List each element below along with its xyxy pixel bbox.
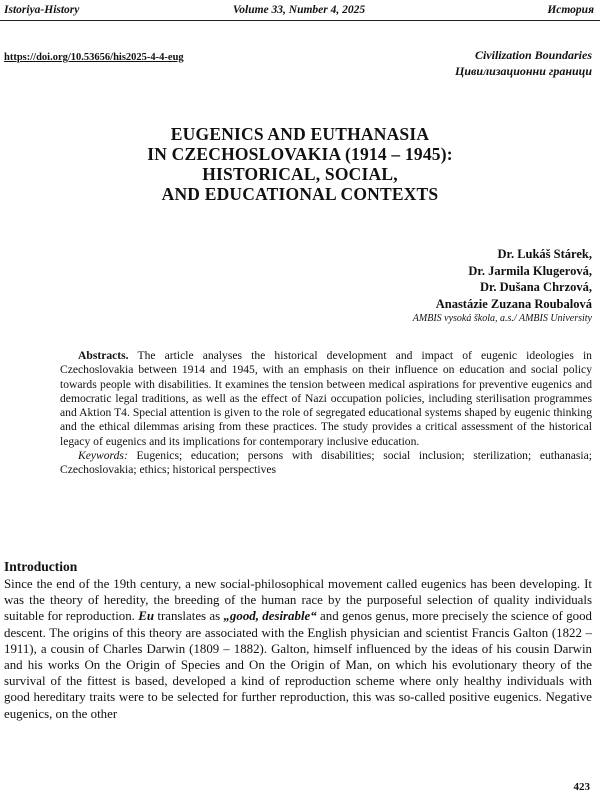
- body-paragraph: [4, 576, 592, 722]
- volume-info: Volume 33, Number 4, 2025: [232, 4, 366, 16]
- header-rule: [0, 20, 600, 21]
- section-label-en: Civilization Boundaries: [474, 48, 592, 62]
- section-label-bg: Цивилизационни граници: [454, 64, 592, 78]
- body-sentence: and genos genus, more precisely the science of good descent. The origins of this theory are associated with the English physician and scientist Francis Galton (1822 – 1911), a cousin of Charles Darwin (1809 – 1882). Galton, himself influenced by the ideas of his cousin Darwin and his works On the Origin of Species and On the Origin of Man, on which his evolutionary theory of the survival of the fittest is based, developed a kind of reproduction scheme where only healthy individuals with good hereditary traits were to be selected for further reproduction, this was so-called positive eugenics. Negative eugenics, on the other: [4, 609, 592, 721]
- title-line: IN CZECHOSLOVAKIA (1914 – 1945):: [147, 144, 453, 164]
- author-name: Dr. Lukáš Stárek,: [497, 247, 592, 261]
- body-sentence: Since the end of the 19th century, a new social-philosophical movement called eugenics has been developing. It was the theory of heredity, the breeding of the human race by the purposeful selection of quality individuals suitable for reproduction.: [4, 577, 592, 624]
- running-header: [4, 2, 594, 18]
- article-title: [40, 124, 560, 204]
- title-line: HISTORICAL, SOCIAL,: [202, 164, 398, 184]
- author-name: Anastázie Zuzana Roubalová: [435, 296, 592, 311]
- term-good-desirable: „good, desirable“: [223, 609, 317, 624]
- term-eu: Eu: [138, 609, 155, 624]
- section-heading-introduction: Introduction: [4, 559, 78, 574]
- doi-link[interactable]: https://doi.org/10.53656/his2025-4-4-eug: [4, 52, 184, 63]
- introduction-body: [4, 576, 592, 722]
- abstract-paragraph: [60, 349, 592, 449]
- section-label: [455, 47, 592, 79]
- journal-name-latin: Istoriya-History: [4, 4, 80, 16]
- abstract-block: [60, 349, 592, 478]
- author-name: Dr. Dušana Chrzová,: [479, 280, 592, 294]
- journal-name-cyrillic: История: [547, 4, 594, 16]
- keywords-label: Keywords:: [78, 449, 128, 463]
- author-block: [413, 246, 592, 326]
- author-name: Dr. Jarmila Klugerová,: [468, 263, 592, 278]
- abstract-label: Abstracts.: [78, 349, 129, 362]
- keywords-text: Eugenics; education; persons with disabilities; social inclusion; sterilization; euthanasia; Czechoslovakia; ethics; historical perspectives: [60, 449, 592, 477]
- affiliation: AMBIS vysoká škola, a.s./ AMBIS University: [412, 313, 592, 324]
- title-line: EUGENICS AND EUTHANASIA: [170, 124, 430, 144]
- page-number: 423: [573, 781, 590, 793]
- keywords-paragraph: [60, 449, 592, 478]
- body-sentence: translates as: [157, 609, 221, 624]
- abstract-text: The article analyses the historical development and impact of eugenic ideologies in Czechoslovakia between 1914 and 1945, with an emphasis on their influence on education and social policy towards people with disabilities. It examines the tension between medical aspirations for preventive eugenics and democratic legal traditions, as well as the effect of Nazi occupation policies, including sterilisation programmes and Aktion T4. Special attention is given to the role of segregated educational systems shaped by eugenic thinking and the ethical dilemmas arising from these practices. The study provides a critical assessment of the historical legacy of eugenics and its implications for contemporary inclusive education.: [60, 349, 592, 448]
- title-line: AND EDUCATIONAL CONTEXTS: [161, 184, 439, 204]
